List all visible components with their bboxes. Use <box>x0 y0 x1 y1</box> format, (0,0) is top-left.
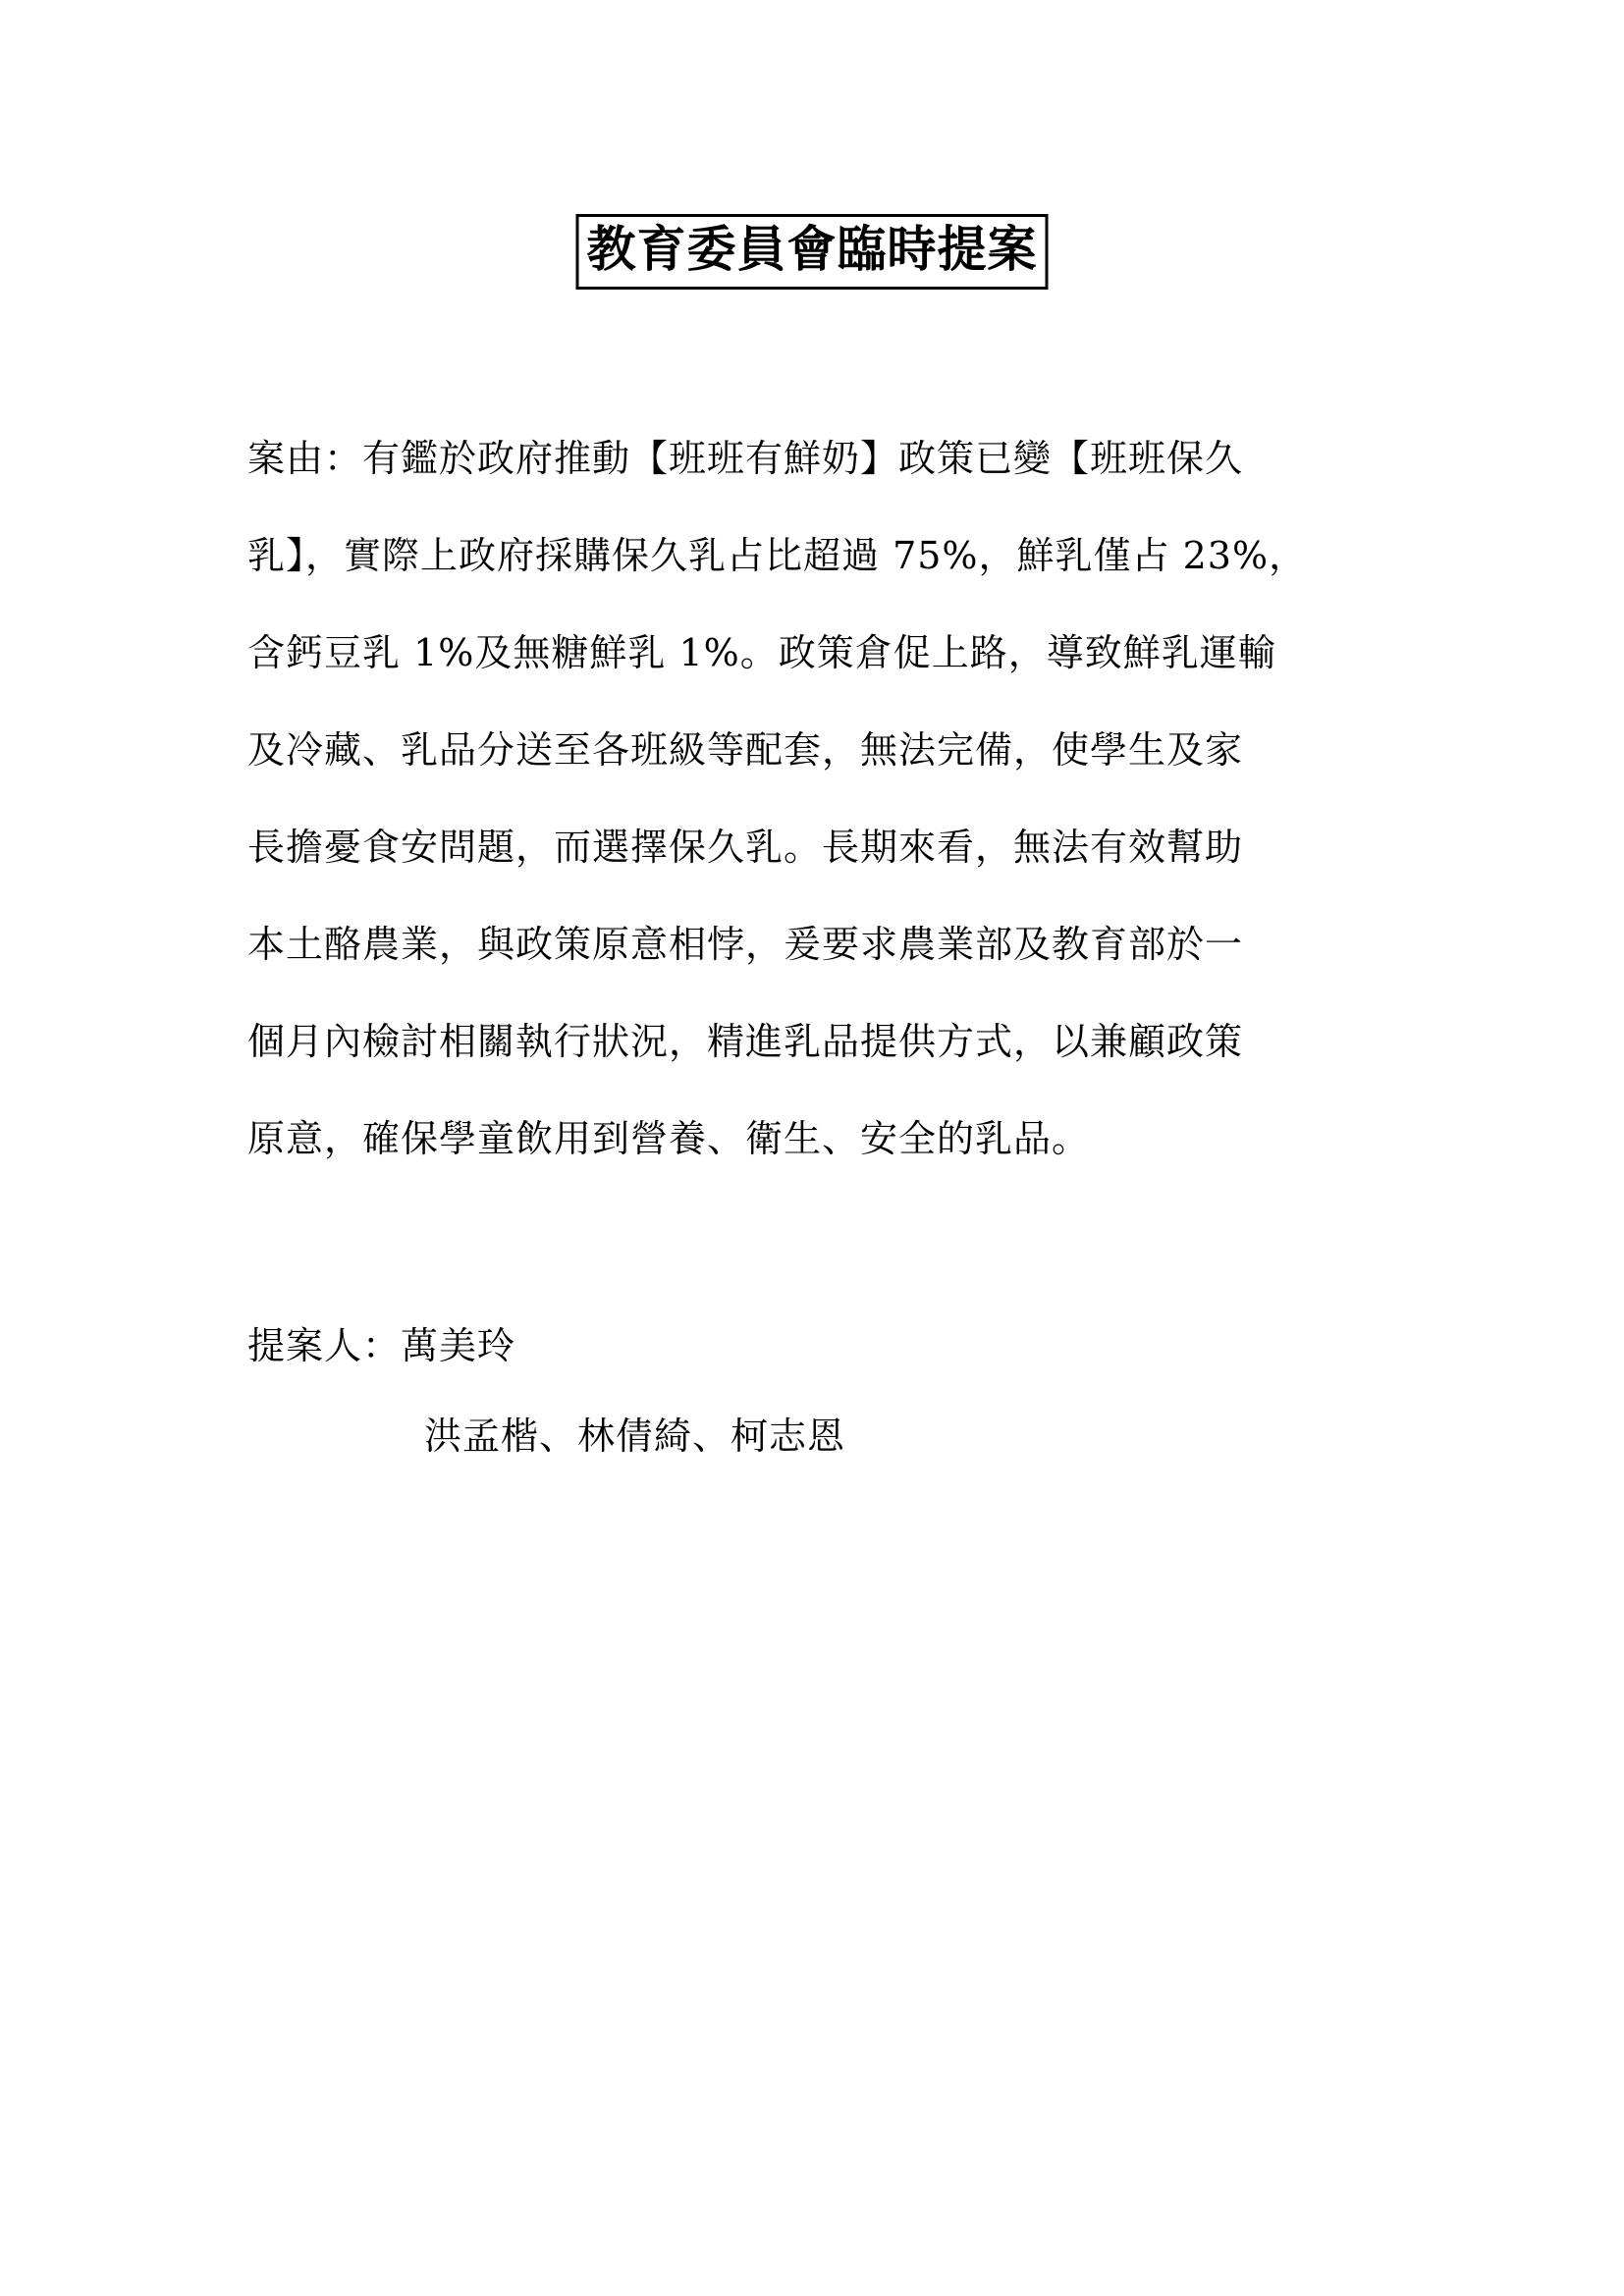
document-title: 教育委員會臨時提案 <box>576 214 1049 290</box>
proposer-section <box>247 1301 1382 1481</box>
case-line: 本土酪農業，與政策原意相悖，爰要求農業部及教育部於一 <box>247 923 1244 966</box>
case-line: 長擔憂食安問題，而選擇保久乳。長期來看，無法有效幫助 <box>247 826 1244 869</box>
case-line: 含鈣豆乳 1%及無糖鮮乳 1%。政策倉促上路，導致鮮乳運輸 <box>247 631 1276 674</box>
case-line: 原意，確保學童飲用到營養、衛生、安全的乳品。 <box>247 1117 1091 1160</box>
case-description <box>247 410 1382 1188</box>
case-line: 個月內檢討相關執行狀況，精進乳品提供方式，以兼顧政策 <box>247 1020 1244 1063</box>
case-line: 乳】，實際上政府採購保久乳占比超過 75%，鮮乳僅占 23%， <box>247 534 1308 577</box>
case-line: 案由：有鑑於政府推動【班班有鮮奶】政策已變【班班保久 <box>247 437 1244 480</box>
proposer: 提案人：萬美玲 <box>247 1324 516 1367</box>
case-line: 及冷藏、乳品分送至各班級等配套，無法完備，使學生及家 <box>247 728 1244 772</box>
cosigners: 洪孟楷、林倩綺、柯志恩 <box>424 1415 846 1458</box>
